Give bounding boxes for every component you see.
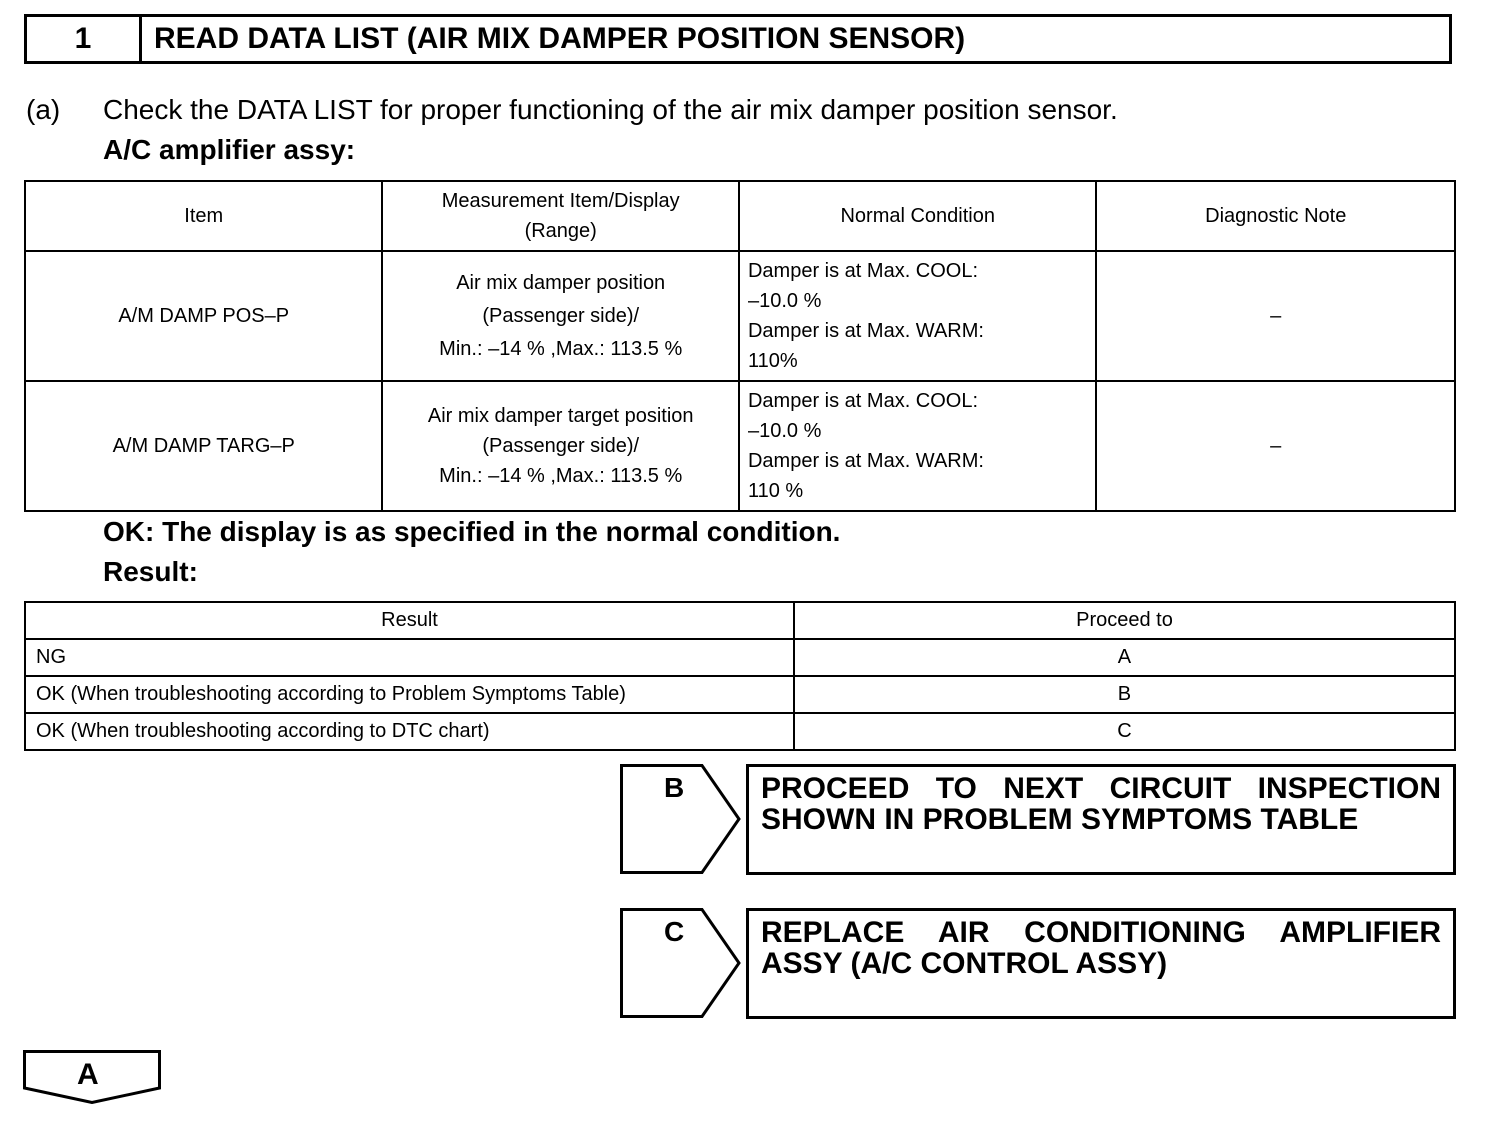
device-heading: A/C amplifier assy:: [103, 134, 356, 165]
data-list-table: [24, 180, 1456, 512]
table-row: [25, 251, 1455, 381]
measurement-line: Air mix damper target position: [427, 405, 694, 427]
normal-line: Damper is at Max. WARM:: [747, 320, 984, 342]
row-item: A/M DAMP POS–P: [25, 251, 382, 381]
action-box-b: PROCEED TO NEXT CIRCUIT INSPECTION SHOWN IN PROBLEM SYMPTOMS TABLE: [746, 764, 1456, 875]
result-heading: Result:: [103, 556, 198, 587]
branch-tag-b: [620, 764, 742, 874]
row-normal-condition: [739, 251, 1096, 381]
row-normal-condition: [739, 381, 1096, 511]
step-title: READ DATA LIST (AIR MIX DAMPER POSITION SENSOR): [154, 22, 966, 55]
header-proceed-to: Proceed to: [794, 602, 1455, 639]
normal-line: –10.0 %: [747, 420, 822, 442]
proceed-cell: A: [794, 639, 1455, 676]
action-box-c: REPLACE AIR CONDITIONING AMPLIFIER ASSY (A/C CONTROL ASSY): [746, 908, 1456, 1019]
proceed-cell: C: [794, 713, 1455, 750]
branch-letter: B: [664, 772, 685, 803]
sub-step-marker: (a): [26, 94, 61, 125]
header-measurement-line1: Measurement Item/Display: [441, 190, 680, 212]
normal-line: 110%: [747, 350, 798, 372]
header-measurement-line2: (Range): [524, 220, 597, 242]
result-header-row: [25, 602, 1455, 639]
sub-step-text: Check the DATA LIST for proper functioning of the air mix damper position sensor.: [103, 94, 1118, 125]
row-diagnostic-note: –: [1096, 381, 1455, 511]
row-measurement: [382, 381, 739, 511]
header-measurement: [382, 181, 739, 251]
measurement-line: Air mix damper position: [456, 271, 666, 294]
result-table: [24, 601, 1456, 751]
continue-tag-a: [23, 1050, 161, 1104]
header-diagnostic-note: Diagnostic Note: [1096, 181, 1455, 251]
table-row: [25, 381, 1455, 511]
ok-condition-text: OK: The display is as specified in the normal condition.: [103, 516, 841, 547]
normal-line: Damper is at Max. COOL:: [747, 390, 979, 412]
result-cell: NG: [25, 639, 794, 676]
row-measurement: [382, 251, 739, 381]
row-item: A/M DAMP TARG–P: [25, 381, 382, 511]
normal-line: –10.0 %: [747, 290, 822, 312]
branch-tag-c: [620, 908, 742, 1018]
normal-line: Damper is at Max. COOL:: [747, 260, 979, 282]
step-header: [24, 14, 1452, 64]
data-list-header-row: [25, 181, 1455, 251]
table-row: [25, 713, 1455, 750]
result-cell: OK (When troubleshooting according to Problem Symptoms Table): [25, 676, 794, 713]
continue-letter: A: [77, 1058, 99, 1091]
measurement-line: Min.: –14 % ,Max.: 113.5 %: [439, 337, 683, 360]
normal-line: 110 %: [747, 480, 804, 502]
measurement-line: (Passenger side)/: [482, 435, 640, 457]
table-row: [25, 676, 1455, 713]
branch-letter: C: [664, 916, 685, 947]
measurement-line: Min.: –14 % ,Max.: 113.5 %: [439, 465, 683, 487]
header-item: Item: [25, 181, 382, 251]
header-result: Result: [25, 602, 794, 639]
header-normal-condition: Normal Condition: [739, 181, 1096, 251]
normal-line: Damper is at Max. WARM:: [747, 450, 984, 472]
measurement-line: (Passenger side)/: [482, 304, 640, 327]
row-diagnostic-note: –: [1096, 251, 1455, 381]
result-cell: OK (When troubleshooting according to DTC chart): [25, 713, 794, 750]
step-number: 1: [27, 17, 142, 61]
table-row: [25, 639, 1455, 676]
proceed-cell: B: [794, 676, 1455, 713]
